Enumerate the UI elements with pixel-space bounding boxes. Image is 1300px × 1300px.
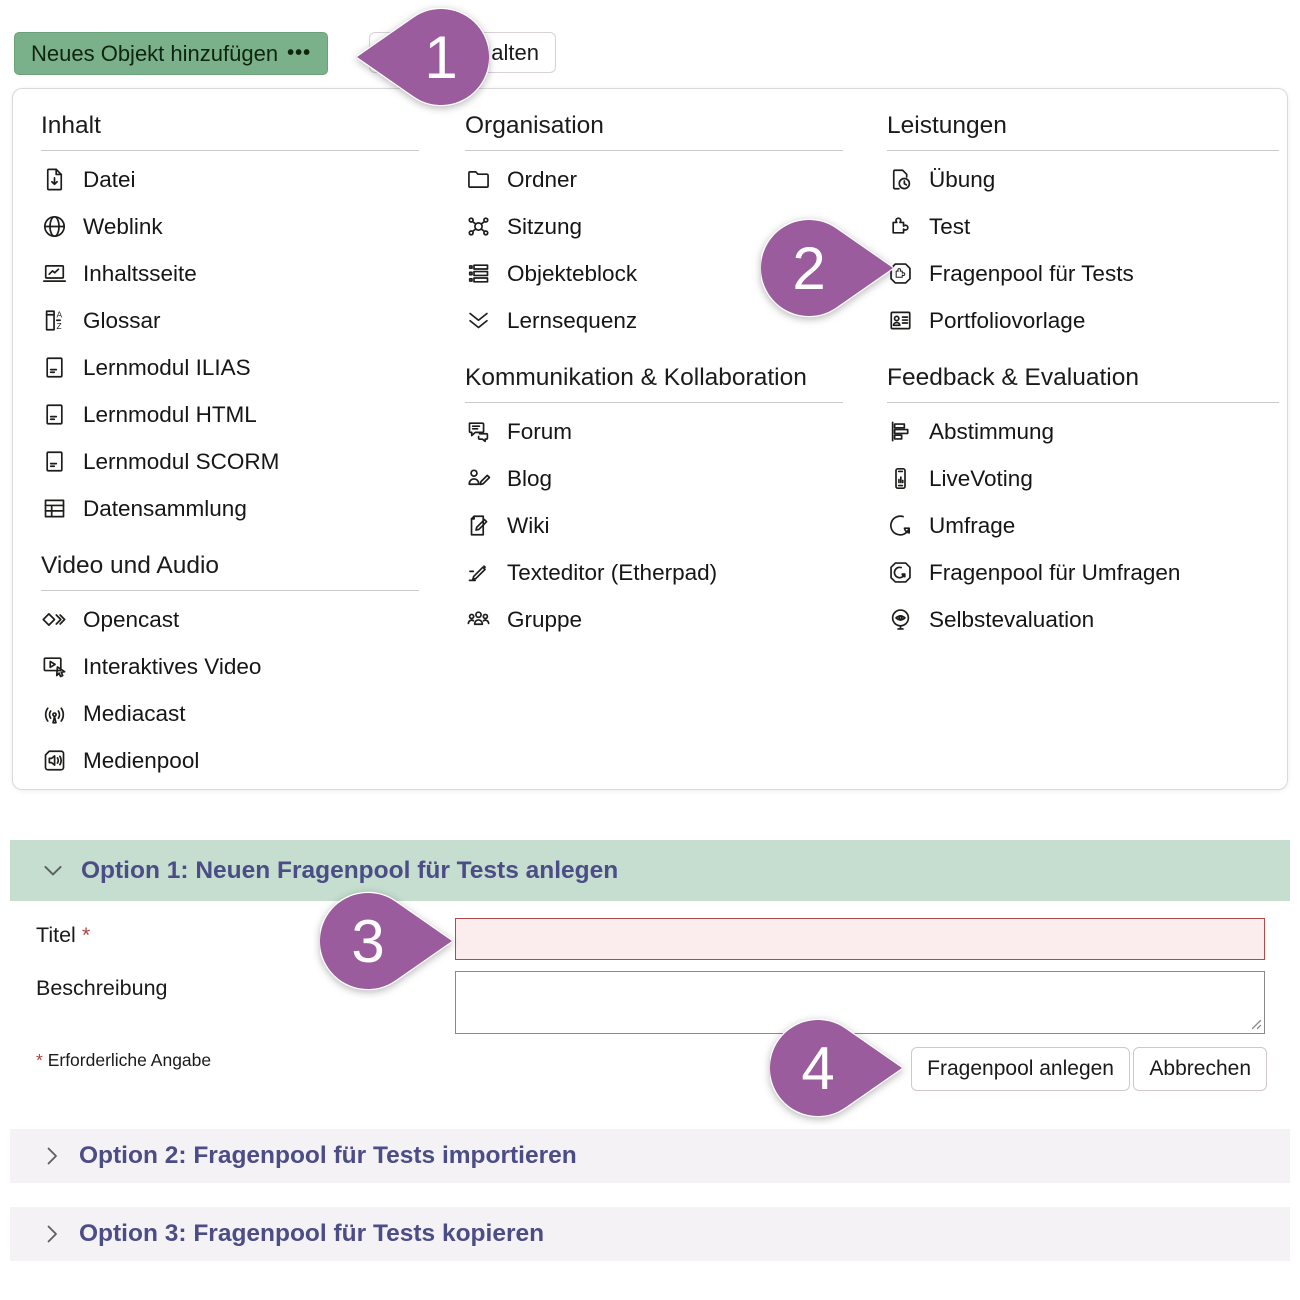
- callout-2-number: 2: [792, 235, 826, 302]
- description-field-label: [36, 976, 167, 1001]
- title-label-text: Titel: [36, 923, 76, 947]
- cancel-button-label: Abbrechen: [1149, 1057, 1251, 1080]
- create-question-pool-button[interactable]: [911, 1047, 1130, 1091]
- section-title: Feedback & Evaluation: [887, 364, 1139, 391]
- callout-3: [320, 891, 452, 991]
- menu-item-wiki[interactable]: [465, 502, 843, 549]
- data-collection-icon: [41, 495, 68, 522]
- menu-item-opencast[interactable]: [41, 596, 419, 643]
- wiki-icon: [465, 512, 492, 539]
- callout-4: [770, 1018, 902, 1118]
- menu-item-abstimmung[interactable]: [887, 408, 1279, 455]
- title-input[interactable]: [455, 918, 1265, 960]
- callout-1-number: 1: [424, 24, 458, 91]
- section-video-audio: [41, 545, 419, 784]
- chevron-right-icon: [40, 1222, 64, 1246]
- chevron-right-icon: [40, 1144, 64, 1168]
- menu-item-label: Test: [929, 213, 971, 239]
- menu-item-label: Forum: [507, 418, 573, 444]
- self-evaluation-icon: [887, 606, 914, 633]
- file-download-icon: [41, 166, 68, 193]
- menu-item-umfrage[interactable]: [887, 502, 1279, 549]
- menu-item-label: Datei: [83, 166, 136, 192]
- svg-text:Z: Z: [56, 321, 62, 332]
- menu-column-content: [41, 105, 419, 784]
- menu-item-test[interactable]: [887, 203, 1279, 250]
- menu-item-fragenpool-umfragen[interactable]: [887, 549, 1279, 596]
- callout-2: [761, 218, 893, 318]
- accordion-option2-header[interactable]: [10, 1129, 1290, 1183]
- group-icon: [465, 606, 492, 633]
- menu-item-label: Abstimmung: [929, 418, 1055, 444]
- menu-item-uebung[interactable]: [887, 156, 1279, 203]
- item-group-icon: [465, 260, 492, 287]
- menu-item-selbstevaluation[interactable]: [887, 596, 1279, 643]
- svg-text:A: A: [56, 309, 63, 320]
- ellipsis-icon: •••: [287, 42, 312, 64]
- menu-item-label: Datensammlung: [83, 495, 247, 521]
- section-title: Organisation: [465, 112, 604, 139]
- media-pool-icon: [41, 747, 68, 774]
- forum-icon: [465, 418, 492, 445]
- content-page-icon: [41, 260, 68, 287]
- menu-item-label: Objekteblock: [507, 260, 638, 286]
- menu-item-fragenpool-tests[interactable]: [887, 250, 1279, 297]
- accordion-option3-header[interactable]: [10, 1207, 1290, 1261]
- question-pool-survey-icon: [887, 559, 914, 586]
- section-inhalt: [41, 105, 419, 532]
- exercise-icon: [887, 166, 914, 193]
- required-note: [36, 1050, 211, 1071]
- menu-item-gruppe[interactable]: [465, 596, 843, 643]
- globe-icon: [41, 213, 68, 240]
- section-title: Video und Audio: [41, 552, 220, 579]
- folder-icon: [465, 166, 492, 193]
- menu-item-blog[interactable]: [465, 455, 843, 502]
- menu-item-label: Glossar: [83, 307, 161, 333]
- blog-icon: [465, 465, 492, 492]
- required-asterisk: *: [36, 1050, 43, 1070]
- add-object-dropdown-panel: [12, 88, 1288, 790]
- menu-item-label: Opencast: [83, 606, 180, 632]
- menu-item-label: Gruppe: [507, 606, 583, 632]
- menu-item-label: Blog: [507, 465, 553, 491]
- opencast-icon: [41, 606, 68, 633]
- menu-item-label: Sitzung: [507, 213, 583, 239]
- learning-sequence-icon: [465, 307, 492, 334]
- menu-item-livevoting[interactable]: [887, 455, 1279, 502]
- add-object-button-label: Neues Objekt hinzufügen: [31, 40, 279, 66]
- callout-3-number: 3: [351, 908, 385, 975]
- text-editor-icon: [465, 559, 492, 586]
- menu-item-label: Weblink: [83, 213, 163, 239]
- chevron-down-icon: [40, 858, 66, 884]
- menu-item-label: Mediacast: [83, 700, 186, 726]
- menu-item-label: Texteditor (Etherpad): [507, 559, 718, 585]
- required-asterisk: *: [81, 923, 91, 947]
- menu-item-label: Interaktives Video: [83, 653, 262, 679]
- menu-item-portfoliovorlage[interactable]: [887, 297, 1279, 344]
- callout-1: [357, 7, 489, 107]
- menu-item-label: Inhaltsseite: [83, 260, 197, 286]
- menu-item-label: Lernmodul SCORM: [83, 448, 280, 474]
- add-object-button[interactable]: [14, 32, 328, 75]
- menu-column-organisation: [465, 105, 843, 643]
- interactive-video-icon: [41, 653, 68, 680]
- menu-item-glossar[interactable]: [41, 297, 419, 344]
- section-title: Inhalt: [41, 112, 101, 139]
- live-voting-icon: [887, 465, 914, 492]
- section-title: Leistungen: [887, 112, 1007, 139]
- menu-item-datensammlung[interactable]: [41, 485, 419, 532]
- secondary-toolbar-button-label: alten: [491, 39, 539, 65]
- section-kommunikation: [465, 357, 843, 643]
- menu-item-label: LiveVoting: [929, 465, 1033, 491]
- session-icon: [465, 213, 492, 240]
- menu-item-datei[interactable]: [41, 156, 419, 203]
- description-label-text: Beschreibung: [36, 976, 168, 1000]
- menu-column-leistungen: [887, 105, 1279, 643]
- menu-item-label: Fragenpool für Umfragen: [929, 559, 1181, 585]
- menu-item-label: Portfoliovorlage: [929, 307, 1086, 333]
- menu-item-ordner[interactable]: [465, 156, 843, 203]
- menu-item-weblink[interactable]: [41, 203, 419, 250]
- menu-item-forum[interactable]: [465, 408, 843, 455]
- learning-module-icon: [41, 448, 68, 475]
- menu-item-label: Übung: [929, 166, 996, 192]
- menu-item-lernmodul-scorm[interactable]: [41, 438, 419, 485]
- callout-4-number: 4: [801, 1035, 835, 1102]
- cancel-button[interactable]: [1133, 1047, 1267, 1091]
- menu-item-label: Fragenpool für Tests: [929, 260, 1134, 286]
- menu-item-label: Lernmodul HTML: [83, 401, 257, 427]
- menu-item-label: Lernmodul ILIAS: [83, 354, 251, 380]
- section-leistungen: [887, 105, 1279, 344]
- title-field-label: [36, 923, 90, 948]
- poll-bars-icon: [887, 418, 914, 445]
- menu-item-label: Selbstevaluation: [929, 606, 1095, 632]
- menu-item-label: Wiki: [507, 512, 550, 538]
- learning-module-icon: [41, 354, 68, 381]
- section-feedback-evaluation: [887, 357, 1279, 643]
- menu-item-medienpool[interactable]: [41, 737, 419, 784]
- pie-chart-icon: [887, 512, 914, 539]
- mediacast-icon: [41, 700, 68, 727]
- accordion-option2-title: Option 2: Fragenpool für Tests importieren: [79, 1142, 577, 1169]
- menu-item-mediacast[interactable]: [41, 690, 419, 737]
- section-title: Kommunikation & Kollaboration: [465, 364, 807, 391]
- menu-item-lernmodul-ilias[interactable]: [41, 344, 419, 391]
- create-question-pool-button-label: Fragenpool anlegen: [927, 1057, 1114, 1080]
- menu-item-interaktives-video[interactable]: [41, 643, 419, 690]
- menu-item-label: Medienpool: [83, 747, 200, 773]
- menu-item-inhaltsseite[interactable]: [41, 250, 419, 297]
- menu-item-label: Ordner: [507, 166, 578, 192]
- menu-item-lernmodul-html[interactable]: [41, 391, 419, 438]
- accordion-option3-title: Option 3: Fragenpool für Tests kopieren: [79, 1220, 545, 1247]
- accordion-option1-header[interactable]: [10, 840, 1290, 901]
- menu-item-label: Lernsequenz: [507, 307, 638, 333]
- learning-module-icon: [41, 401, 68, 428]
- required-note-text: Erforderliche Angabe: [47, 1050, 212, 1070]
- glossary-icon: [41, 307, 68, 334]
- menu-item-texteditor[interactable]: [465, 549, 843, 596]
- accordion-option1-title: Option 1: Neuen Fragenpool für Tests anlegen: [81, 856, 619, 884]
- menu-item-label: Umfrage: [929, 512, 1016, 538]
